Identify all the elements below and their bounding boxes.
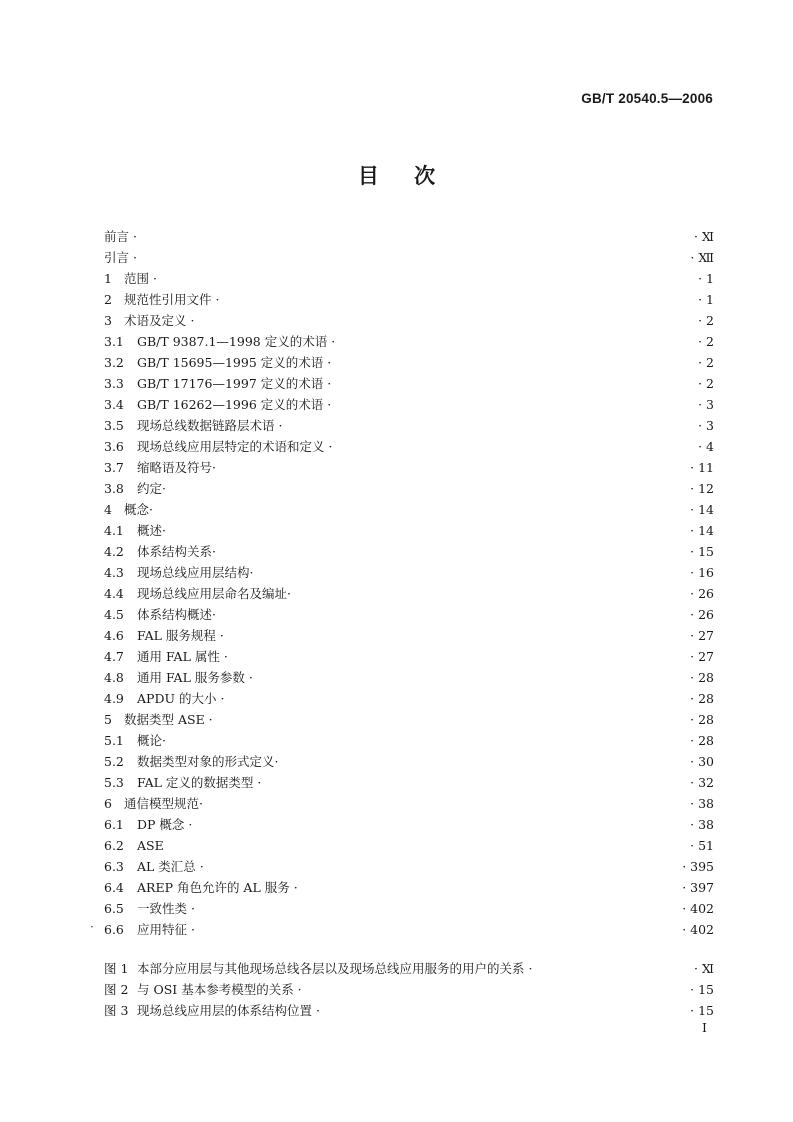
toc-entry[interactable] [104,436,714,457]
toc-entry[interactable] [104,394,714,415]
toc-entry-label: 现场总线数据链路层术语 · [137,418,283,433]
figure-entry-number: 图 1 [104,961,129,976]
toc-entry-label: 引言 · [104,250,137,265]
toc-entry[interactable] [104,856,714,877]
toc-entry[interactable] [104,415,714,436]
toc-entry-label: 前言 · [104,229,137,244]
toc-entry-label: 现场总线应用层结构· [137,565,254,580]
toc-entry[interactable] [104,709,714,730]
toc-entry[interactable] [104,310,714,331]
toc-entry[interactable] [104,226,714,247]
figure-entry-label: 本部分应用层与其他现场总线各层以及现场总线应用服务的用户的关系 · [137,961,533,976]
toc-entry-page: · Ⅺ [693,229,714,244]
toc-entry[interactable] [104,331,714,352]
toc-entry-number: 6.1 [104,817,124,832]
toc-entry-page: · Ⅻ [690,250,714,265]
toc-entry-number: 6 [104,796,112,811]
toc-entry-label: FAL 定义的数据类型 · [137,775,262,790]
toc-entry-label: GB/T 15695—1995 定义的术语 · [137,355,332,370]
toc-entry-label: 范围 · [124,271,157,286]
scan-mark: · [90,920,94,934]
toc-entry-page: · 26 [690,586,714,601]
toc-entry-number: 4.6 [104,628,124,643]
toc-entry-number: 4.2 [104,544,124,559]
toc-entry-label: 应用特征 · [137,922,195,937]
toc-entry-number: 3.2 [104,355,124,370]
toc-entry[interactable] [104,625,714,646]
toc-entry-number: 3.8 [104,481,124,496]
toc-entry-number: 4.5 [104,607,124,622]
toc-entry-page: · 402 [682,922,714,937]
toc-entry-label: AREP 角色允许的 AL 服务 · [137,880,298,895]
figure-entry-page: · 15 [690,1003,714,1018]
toc-entry-label: GB/T 17176—1997 定义的术语 · [137,376,332,391]
toc-entry[interactable] [104,898,714,919]
toc-entry-page: · 51 [690,838,714,853]
toc-entry[interactable] [104,562,714,583]
toc-entry[interactable] [104,289,714,310]
toc-entry[interactable] [104,478,714,499]
toc-entry-label: 体系结构概述· [137,607,216,622]
toc-entry-page: · 2 [698,376,714,391]
figure-entry[interactable] [104,958,714,979]
toc-entry-label: GB/T 16262—1996 定义的术语 · [137,397,332,412]
figure-entry-page: · Ⅺ [693,961,714,976]
toc-entry[interactable] [104,877,714,898]
toc-entry-number: 4.4 [104,586,124,601]
toc-entry-number: 4.9 [104,691,124,706]
title-char-1: 目 [357,164,379,188]
toc-entry-number: 6.2 [104,838,124,853]
toc-entry-page: · 26 [690,607,714,622]
toc-entry-page: · 3 [698,397,714,412]
toc-entry[interactable] [104,352,714,373]
toc-entry-page: · 1 [698,271,714,286]
toc-entry-label: 通用 FAL 服务参数 · [137,670,253,685]
toc-entry-page: · 28 [690,733,714,748]
toc-entry-page: · 3 [698,418,714,433]
toc-entry-number: 5.3 [104,775,124,790]
toc-entry-page: · 397 [682,880,714,895]
toc-entry-number: 6.6 [104,922,124,937]
toc-entry-label: 通信模型规范· [124,796,203,811]
toc-entry[interactable] [104,520,714,541]
toc-entry-label: APDU 的大小 · [137,691,225,706]
toc-entry-label: 规范性引用文件 · [124,292,220,307]
toc-entry[interactable] [104,268,714,289]
toc-entry-label: FAL 服务规程 · [137,628,224,643]
toc-entry-label: GB/T 9387.1—1998 定义的术语 · [137,334,336,349]
toc-entry-label: 通用 FAL 属性 · [137,649,228,664]
toc-entry[interactable] [104,730,714,751]
toc-entry-number: 3.1 [104,334,124,349]
table-of-contents [104,226,714,940]
page-number: I [702,1020,707,1035]
toc-entry-label: 现场总线应用层命名及编址· [137,586,291,601]
toc-entry[interactable] [104,604,714,625]
toc-entry-number: 1 [104,271,112,286]
toc-entry-page: · 38 [690,796,714,811]
toc-entry-page: · 28 [690,670,714,685]
toc-entry-number: 5 [104,712,112,727]
toc-entry-number: 4 [104,502,112,517]
toc-entry-number: 3.5 [104,418,124,433]
toc-entry-page: · 1 [698,292,714,307]
toc-entry-page: · 14 [690,502,714,517]
toc-entry-page: · 16 [690,565,714,580]
toc-entry-number: 5.1 [104,733,124,748]
standard-code: GB/T 20540.5—2006 [581,91,713,106]
toc-entry[interactable] [104,793,714,814]
figure-entry[interactable] [104,979,714,1000]
toc-entry-label: 体系结构关系· [137,544,216,559]
toc-entry-page: · 28 [690,712,714,727]
toc-entry-number: 6.4 [104,880,124,895]
toc-entry-number: 5.2 [104,754,124,769]
toc-entry-label: 概论· [137,733,166,748]
toc-entry[interactable] [104,373,714,394]
toc-entry-number: 3.7 [104,460,124,475]
toc-entry-page: · 2 [698,334,714,349]
toc-entry-page: · 395 [682,859,714,874]
toc-entry-page: · 32 [690,775,714,790]
toc-entry-number: 3 [104,313,112,328]
toc-entry-page: · 11 [690,460,714,475]
toc-entry-label: 缩略语及符号· [137,460,216,475]
toc-entry[interactable] [104,541,714,562]
toc-entry-page: · 402 [682,901,714,916]
toc-entry-label: ASE [137,838,164,853]
toc-entry[interactable] [104,919,714,940]
toc-entry-label: 数据类型对象的形式定义· [137,754,279,769]
toc-entry-number: 2 [104,292,112,307]
figure-list [104,958,714,1021]
title-char-2: 次 [414,164,436,188]
toc-entry-page: · 27 [690,649,714,664]
toc-entry[interactable] [104,583,714,604]
toc-entry-label: 一致性类 · [137,901,195,916]
page-title [0,160,793,190]
toc-entry-number: 3.3 [104,376,124,391]
toc-entry-number: 6.3 [104,859,124,874]
toc-entry-number: 6.5 [104,901,124,916]
figure-entry-number: 图 3 [104,1003,129,1018]
toc-entry-label: 数据类型 ASE · [124,712,213,727]
toc-entry-number: 4.3 [104,565,124,580]
toc-entry-page: · 30 [690,754,714,769]
toc-entry-page: · 38 [690,817,714,832]
toc-entry-page: · 28 [690,691,714,706]
toc-entry-label: AL 类汇总 · [137,859,204,874]
toc-entry-label: 约定· [137,481,166,496]
toc-entry-label: DP 概念 · [137,817,193,832]
toc-entry[interactable] [104,247,714,268]
toc-entry[interactable] [104,814,714,835]
toc-entry-page: · 12 [690,481,714,496]
toc-entry[interactable] [104,772,714,793]
toc-entry[interactable] [104,499,714,520]
toc-entry[interactable] [104,835,714,856]
toc-entry-number: 3.6 [104,439,124,454]
figure-entry[interactable] [104,1000,714,1021]
toc-entry-page: · 27 [690,628,714,643]
toc-entry[interactable] [104,667,714,688]
toc-entry-label: 概念· [124,502,153,517]
figure-entry-page: · 15 [690,982,714,997]
figure-entry-number: 图 2 [104,982,129,997]
toc-entry-number: 4.7 [104,649,124,664]
figure-entry-label: 与 OSI 基本参考模型的关系 · [137,982,302,997]
toc-entry-page: · 4 [698,439,714,454]
toc-entry-page: · 2 [698,313,714,328]
toc-entry[interactable] [104,457,714,478]
figure-entry-label: 现场总线应用层的体系结构位置 · [137,1003,320,1018]
toc-entry-page: · 2 [698,355,714,370]
toc-entry-label: 术语及定义 · [124,313,195,328]
toc-entry[interactable] [104,751,714,772]
toc-entry-label: 现场总线应用层特定的术语和定义 · [137,439,333,454]
toc-entry[interactable] [104,646,714,667]
toc-entry-page: · 14 [690,523,714,538]
toc-entry[interactable] [104,688,714,709]
toc-entry-number: 3.4 [104,397,124,412]
toc-entry-number: 4.1 [104,523,124,538]
toc-entry-page: · 15 [690,544,714,559]
toc-entry-number: 4.8 [104,670,124,685]
toc-entry-label: 概述· [137,523,166,538]
